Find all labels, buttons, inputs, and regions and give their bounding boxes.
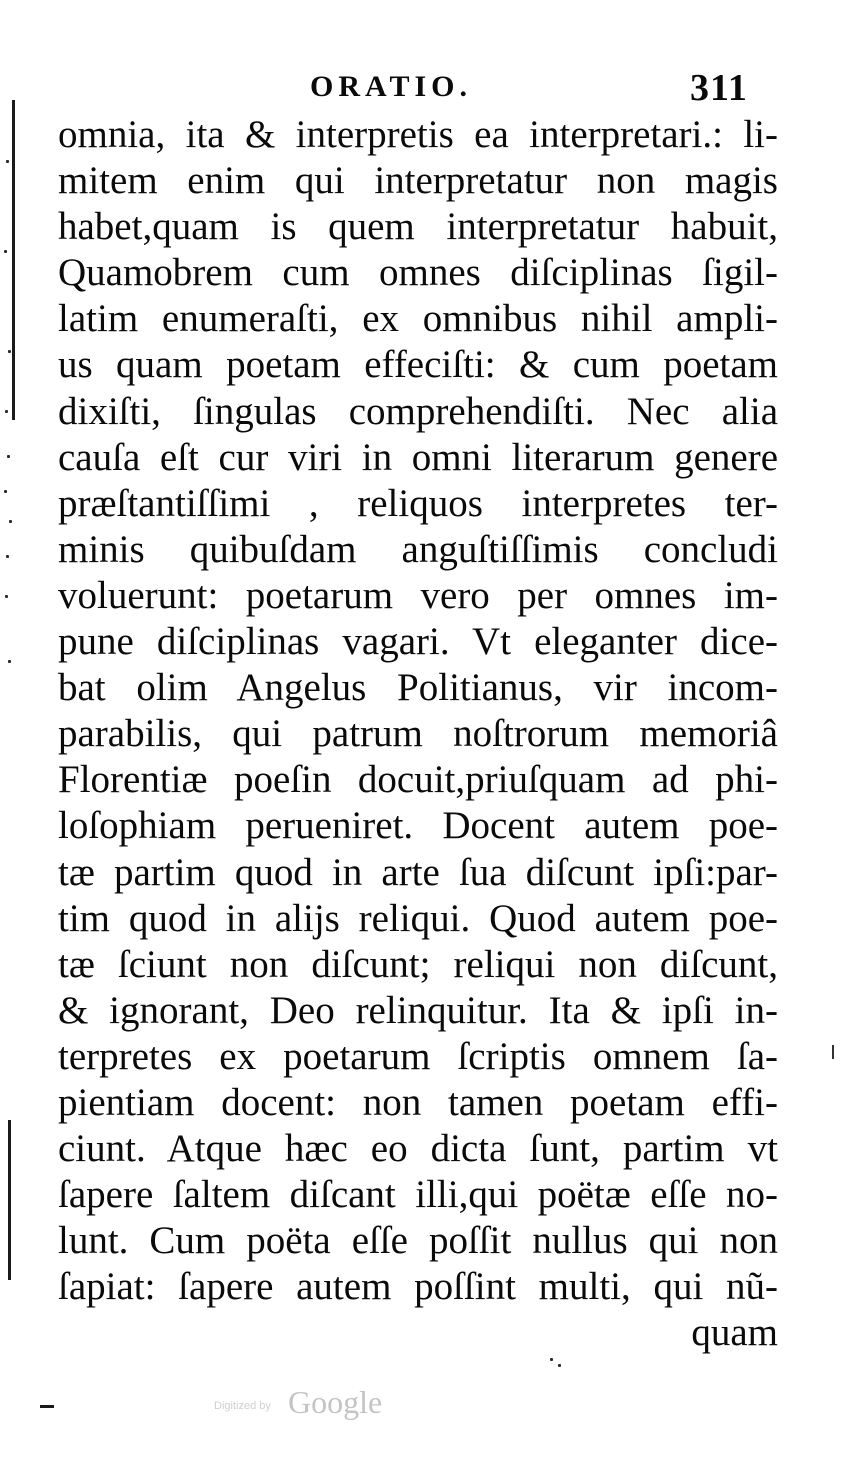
text-line: tæ partim quod in arte ſua diſcunt ipſi:par-: [58, 850, 778, 894]
gutter-rule: [12, 100, 15, 420]
gutter-speck: [5, 595, 8, 598]
gutter-speck: [9, 520, 12, 523]
margin-dash: [40, 1405, 54, 1408]
text-line: parabilis, qui patrum noſtrorum memoriâ: [58, 712, 778, 756]
page-gutter-edge: [0, 100, 30, 1300]
gutter-speck: [8, 350, 11, 353]
watermark-brand: Google: [288, 1384, 383, 1420]
running-title: ORATIO.: [310, 70, 472, 103]
stray-speck: [550, 1358, 553, 1361]
text-line: ciunt. Atque hæc eo dicta ſunt, partim vt: [58, 1127, 778, 1171]
text-line: pientiam docent: non tamen poetam effi-: [58, 1080, 778, 1124]
text-line: pune diſciplinas vagari. Vt eleganter dice-: [58, 620, 778, 664]
text-line: omnia, ita & interpretis ea interpretari.: li-: [58, 113, 778, 156]
text-line: minis quibuſdam anguſtiſſimis concludi: [58, 527, 778, 571]
gutter-speck: [6, 160, 9, 163]
gutter-speck: [4, 250, 7, 253]
text-line: bat olim Angelus Politianus, vir incom-: [58, 666, 778, 710]
text-line: ſapiat: ſapere autem poſſint multi, qui nũ-: [58, 1265, 778, 1309]
text-line: ſapere ſaltem diſcant illi,qui poëtæ eſſe no-: [58, 1173, 778, 1217]
running-head: [0, 62, 856, 112]
digitization-watermark: [214, 1384, 414, 1424]
text-line: habet,quam is quem interpretatur habuit,: [58, 205, 778, 249]
stray-mark: [832, 1045, 834, 1059]
text-line: Florentiæ poeſin docuit,priuſquam ad phi-: [58, 758, 778, 802]
text-line: lunt. Cum poëta eſſe poſſit nullus qui non: [58, 1219, 778, 1263]
gutter-speck: [5, 410, 8, 413]
text-line: & ignorant, Deo relinquitur. Ita & ipſi in-: [58, 988, 778, 1032]
text-line: terpretes ex poetarum ſcriptis omnem ſa-: [58, 1034, 778, 1078]
text-line: voluerunt: poetarum vero per omnes im-: [58, 573, 778, 617]
watermark-prefix: Digitized by: [214, 1400, 271, 1412]
text-line: tim quod in alijs reliqui. Quod autem poe-: [58, 896, 778, 940]
text-line: dixiſti, ſingulas comprehendiſti. Nec alia: [58, 389, 778, 433]
gutter-speck: [7, 455, 10, 458]
text-line: latim enumeraſti, ex omnibus nihil ampli-: [58, 297, 778, 341]
text-line: loſophiam perueniret. Docent autem poe-: [58, 804, 778, 848]
text-line: us quam poetam effeciſti: & cum poetam: [58, 343, 778, 387]
text-line: mitem enim qui interpretatur non magis: [58, 159, 778, 203]
gutter-speck: [6, 555, 9, 558]
catchword: quam: [691, 1311, 778, 1355]
page-number: 311: [690, 67, 748, 109]
gutter-speck: [8, 660, 11, 663]
text-line: tæ ſciunt non diſcunt; reliqui non diſcunt,: [58, 942, 778, 986]
gutter-speck: [4, 490, 7, 493]
text-line: præſtantiſſimi , reliquos interpretes ter-: [58, 481, 778, 525]
body-text: [58, 112, 778, 1357]
stray-speck: [558, 1364, 561, 1367]
gutter-rule: [8, 1120, 11, 1280]
text-line: Quamobrem cum omnes diſciplinas ſigil-: [58, 251, 778, 295]
text-line: cauſa eſt cur viri in omni literarum genere: [58, 435, 778, 479]
